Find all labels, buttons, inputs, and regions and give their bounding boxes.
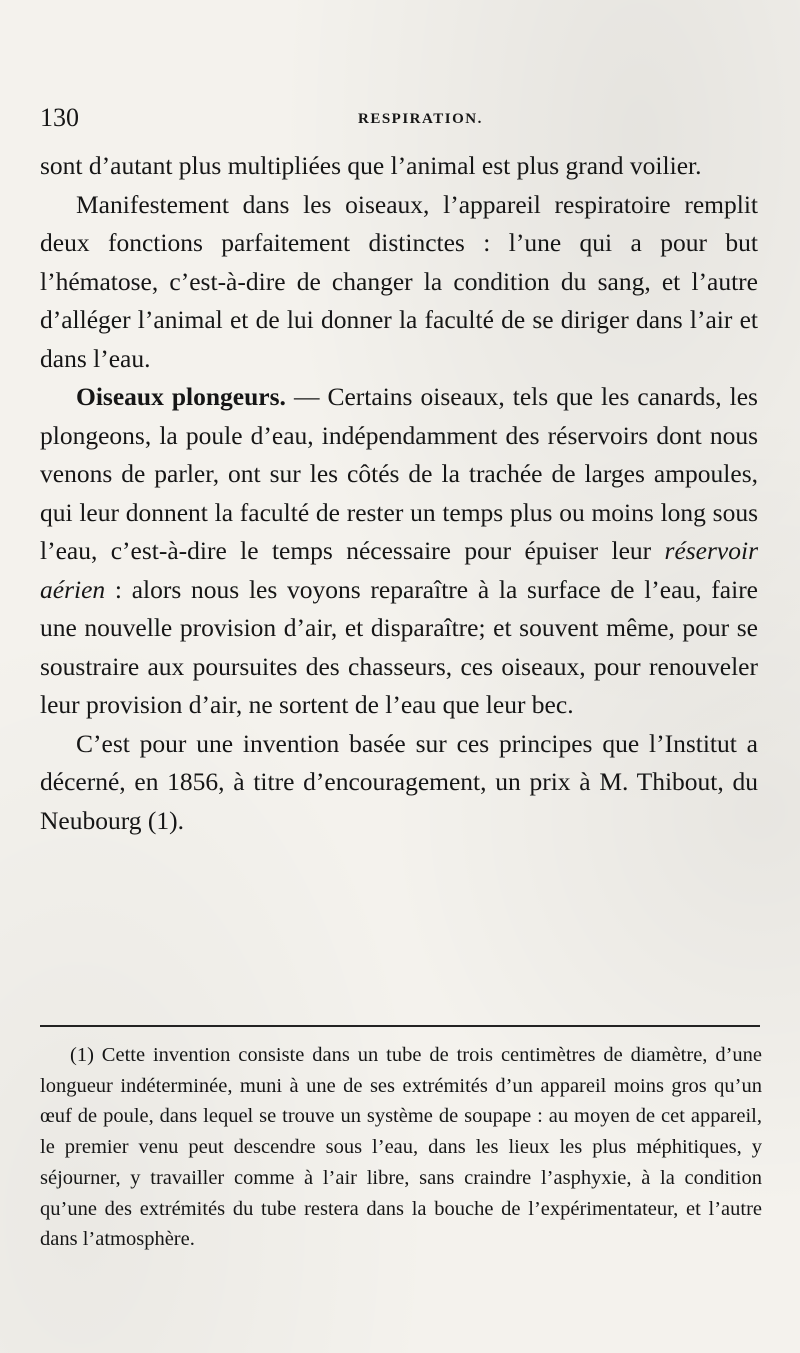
page-number: 130 xyxy=(40,103,79,132)
footnote xyxy=(40,1040,762,1255)
paragraph-oiseaux-plongeurs xyxy=(40,378,758,725)
paragraph-continuation: sont d’autant plus multipliées que l’animal est plus grand voilier. xyxy=(40,151,702,180)
paragraph-italic-term: réservoir aérien xyxy=(40,536,758,604)
body-text xyxy=(40,147,758,840)
paragraph-manifestement: Manifestement dans les oiseaux, l’appareil respiratoire remplit deux fonctions parfaitement distinctes : l’une qui a pour but l’hématose, c’est-à-dire de changer la condition du sang, et l’autre d’alléger l’animal et de lui donner la faculté de se diriger dans l’air et dans l’eau. xyxy=(40,189,758,373)
paragraph-invention: C’est pour une invention basée sur ces principes que l’Institut a décerné, en 1856, à titre d’encouragement, un prix à M. Thibout, du Neubourg (1). xyxy=(40,728,758,835)
section-run-in-heading: Oiseaux plongeurs. xyxy=(76,382,286,411)
footnote-rule xyxy=(40,1025,760,1027)
paragraph-text-part-1: — Certains oiseaux, tels que les canards, les plongeons, la poule d’eau, indépendamment des réservoirs dont nous venons de parler, ont sur les côtés de la trachée de larges ampoules, qui leur donnent la faculté de rester un temps plus ou moins long sous l’eau, c’est-à-dire le temps nécessaire pour épuiser leur xyxy=(40,382,758,565)
page-header xyxy=(40,103,760,143)
footnote-text: (1) Cette invention consiste dans un tube de trois centimètres de diamètre, d’une longueur indéterminée, muni à une de ses extrémités d’un appareil moins gros qu’un œuf de poule, dans lequel se trouve un système de soupape : au moyen de cet appareil, le premier venu peut descendre sous l’eau, dans les lieux les plus méphitiques, y séjourner, y travailler comme à l’air libre, sans craindre l’asphyxie, à la condition qu’une des extrémités du tube restera dans la bouche de l’expérimentateur, et l’autre dans l’atmosphère. xyxy=(40,1044,762,1251)
running-title: RESPIRATION. xyxy=(358,111,483,127)
paragraph-text-part-2: : alors nous les voyons reparaître à la surface de l’eau, faire une nouvelle provision d’air, et disparaître; et souvent même, pour se soustraire aux poursuites des chasseurs, ces oiseaux, pour renouveler leur provision d’air, ne sortent de l’eau que leur bec. xyxy=(40,574,758,719)
